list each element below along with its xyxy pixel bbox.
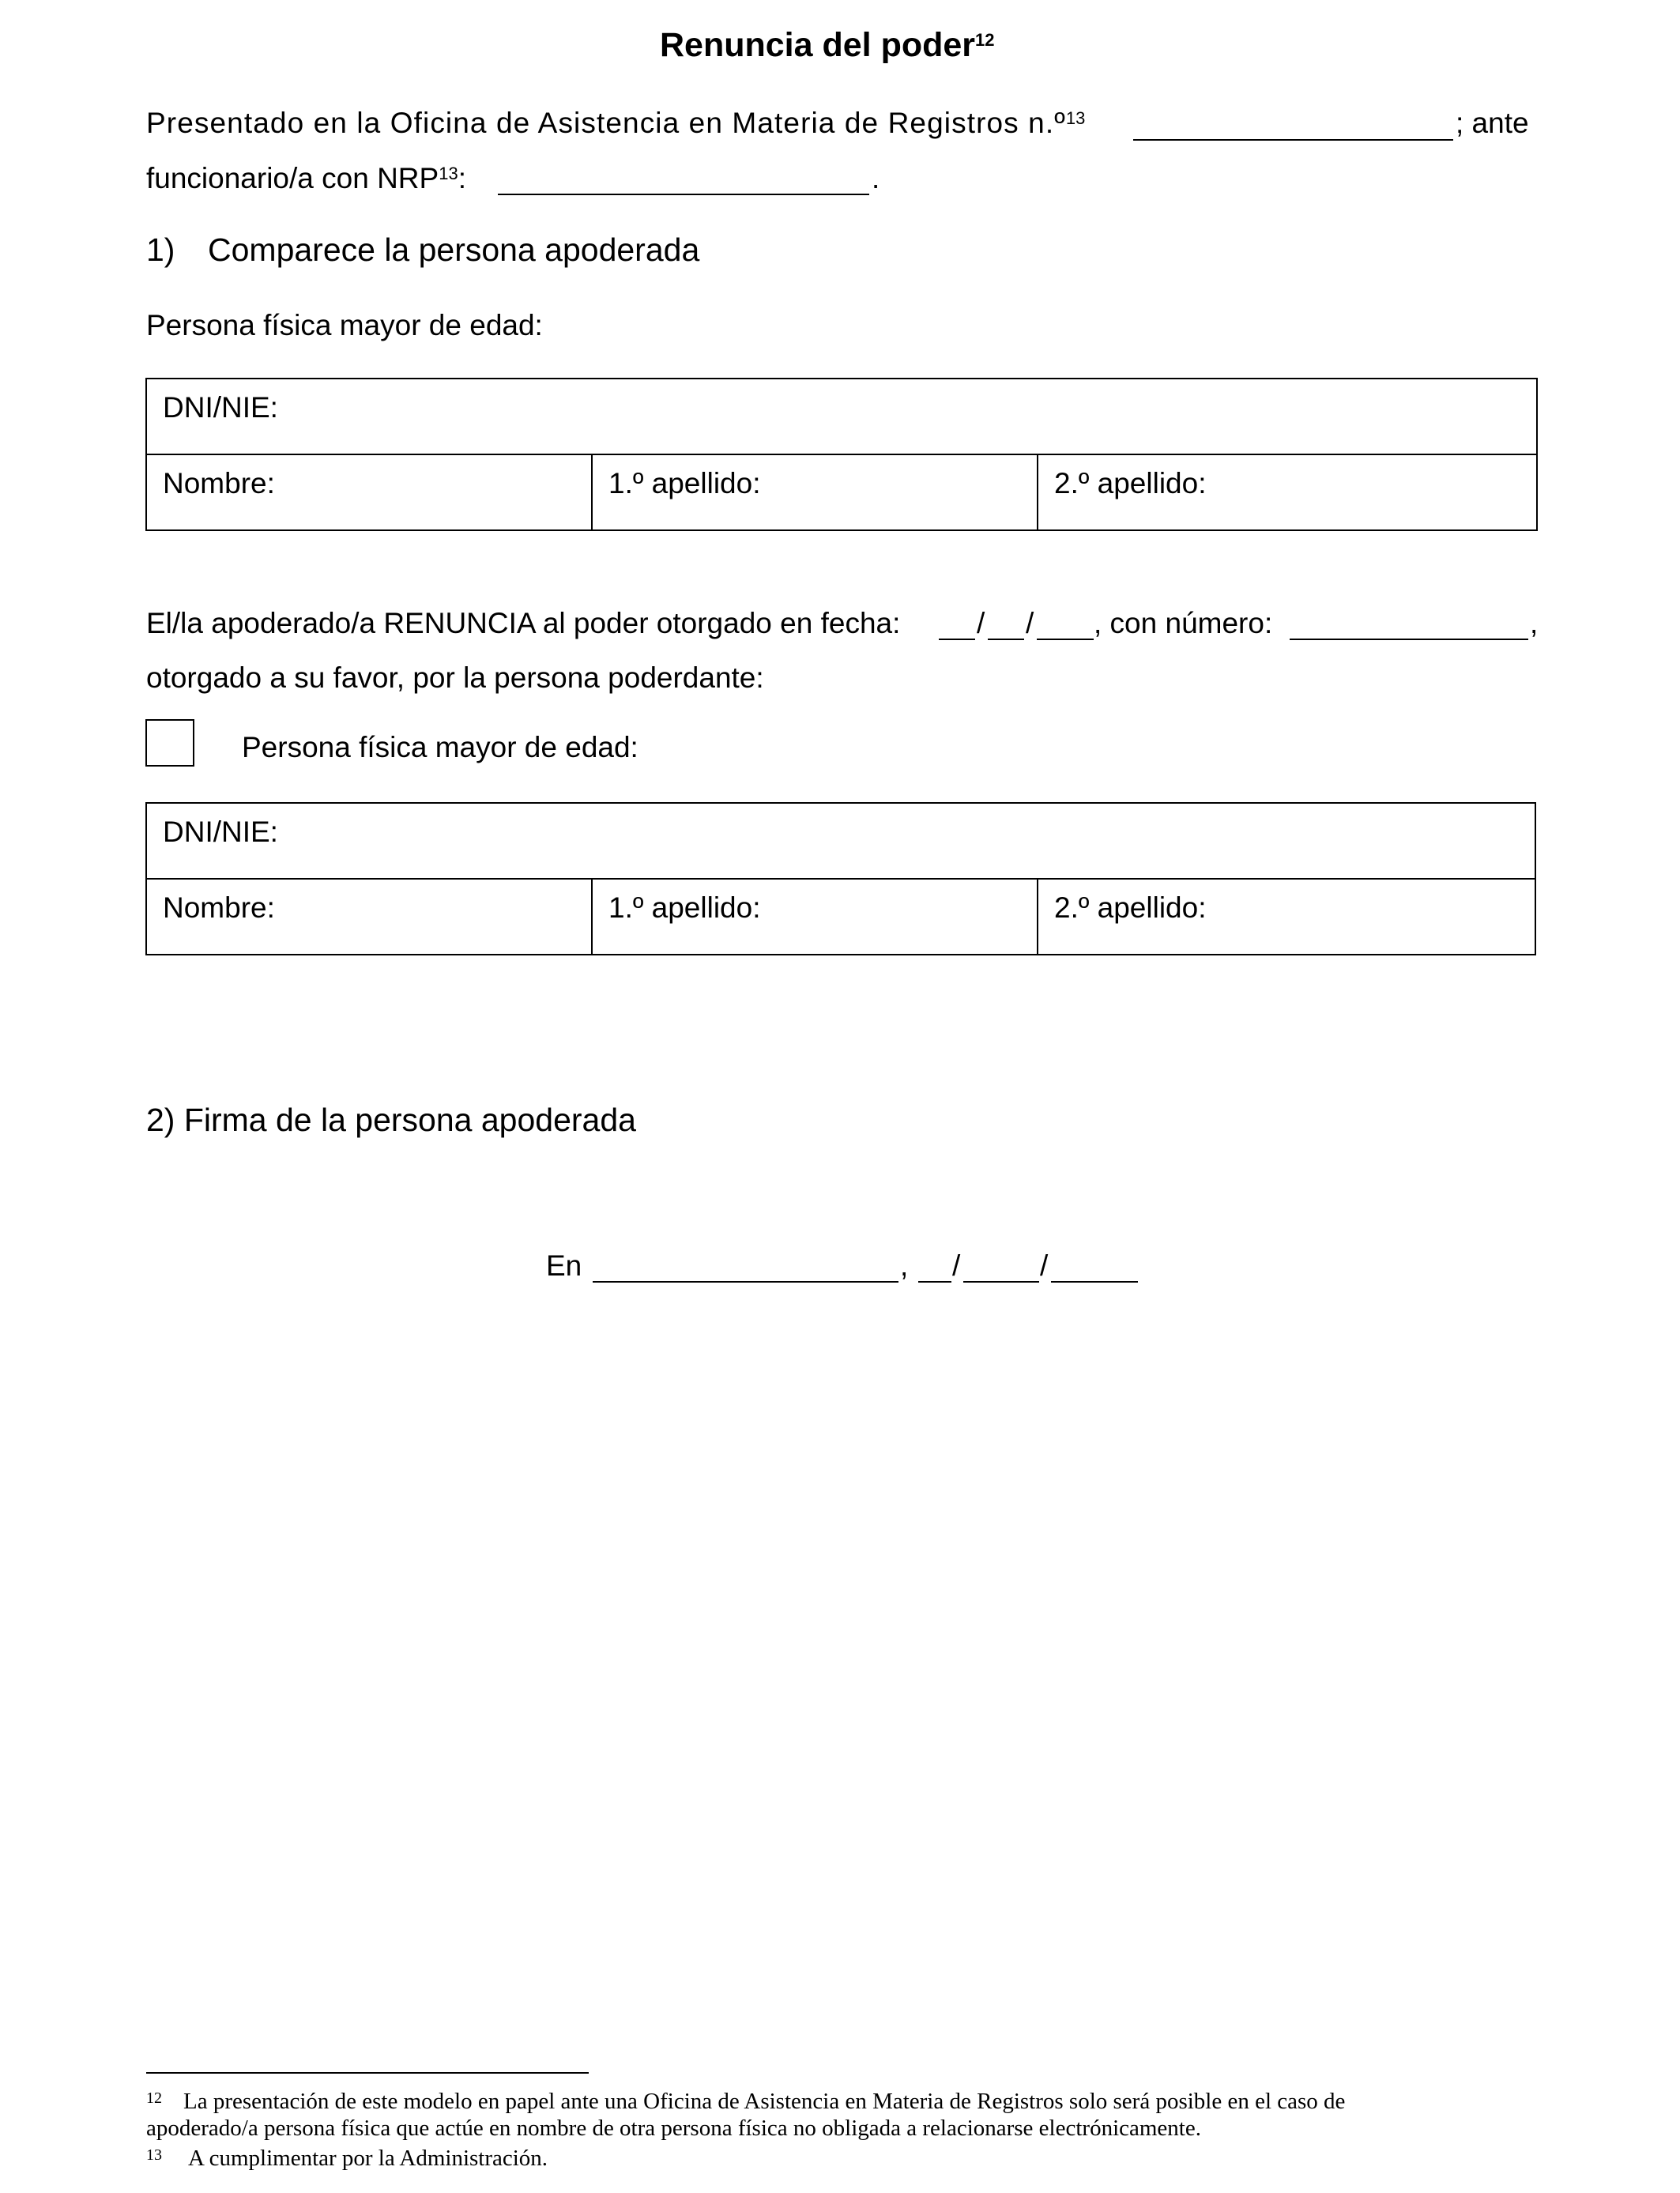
apellido1-label: 1.º apellido: <box>608 467 761 499</box>
office-number-field[interactable] <box>1133 115 1453 141</box>
person-label: Persona física mayor de edad: <box>146 309 543 341</box>
signature-place-field[interactable] <box>593 1257 898 1283</box>
dni-field[interactable] <box>146 379 1537 454</box>
representative-table <box>145 378 1538 531</box>
power-number-field[interactable] <box>1290 614 1528 640</box>
nrp-field[interactable] <box>498 169 869 195</box>
footnote-12-line-2: apoderado/a persona física que actúe en nombre de otra persona física no obligada a relacionarse electrónicamente. <box>146 2116 1201 2141</box>
apellido1-field[interactable] <box>592 454 1038 530</box>
dni-label: DNI/NIE: <box>163 816 278 848</box>
renuncia-comma: , <box>1530 607 1539 639</box>
page-title <box>660 24 995 66</box>
footnote-ref-13b: 13 <box>439 164 458 183</box>
presented-suffix: ; ante <box>1456 107 1529 139</box>
footnote-12-line-1: La presentación de este modelo en papel ante una Oficina de Asistencia en Materia de Registros solo será posible en el caso de <box>183 2089 1346 2114</box>
signature-slash-1: / <box>952 1249 961 1282</box>
nombre-field[interactable] <box>146 454 592 530</box>
grantor-table <box>145 802 1536 955</box>
signature-day-field[interactable] <box>918 1257 951 1283</box>
presented-text: Presentado en la Oficina de Asistencia en Materia de Registros n.º <box>146 107 1066 139</box>
date-slash-1: / <box>977 607 985 639</box>
footnote-separator <box>146 2072 589 2074</box>
date-slash-2: / <box>1026 607 1034 639</box>
signature-comma: , <box>900 1249 909 1282</box>
section-1-heading: Comparece la persona apoderada <box>208 232 700 268</box>
apellido2-field[interactable] <box>1038 879 1535 955</box>
renuncia-line-2: otorgado a su favor, por la persona poderdante: <box>146 661 764 694</box>
nombre-label: Nombre: <box>163 891 275 924</box>
footnote-12-mark: 12 <box>146 2089 162 2107</box>
signature-year-field[interactable] <box>1051 1257 1138 1283</box>
nrp-colon: : <box>458 162 466 194</box>
section-2-heading: 2) Firma de la persona apoderada <box>146 1102 636 1138</box>
apellido2-label: 2.º apellido: <box>1054 891 1207 924</box>
renuncia-text: El/la apoderado/a RENUNCIA al poder otorgado en fecha: <box>146 607 901 639</box>
page-title-text: Renuncia del poder <box>660 26 976 64</box>
footnote-ref-13: 13 <box>1065 108 1086 128</box>
nrp-period: . <box>872 162 880 194</box>
dni-label: DNI/NIE: <box>163 391 278 424</box>
date-day-field[interactable] <box>939 614 975 640</box>
date-year-field[interactable] <box>1037 614 1094 640</box>
signature-slash-2: / <box>1040 1249 1049 1282</box>
section-1-number: 1) <box>146 232 175 268</box>
apellido1-label: 1.º apellido: <box>608 891 761 924</box>
number-label: , con número: <box>1094 607 1273 639</box>
presented-line-2 <box>146 161 466 196</box>
footnote-13-mark: 13 <box>146 2146 162 2164</box>
apellido2-field[interactable] <box>1038 454 1537 530</box>
signature-en-label: En <box>546 1249 582 1282</box>
nrp-label: funcionario/a con NRP <box>146 162 439 194</box>
apellido1-field[interactable] <box>592 879 1038 955</box>
apellido2-label: 2.º apellido: <box>1054 467 1207 499</box>
dni-field[interactable] <box>146 803 1535 879</box>
natural-person-checkbox[interactable] <box>145 719 194 767</box>
footnote-ref-12: 12 <box>975 30 995 50</box>
date-month-field[interactable] <box>988 614 1024 640</box>
signature-month-field[interactable] <box>963 1257 1039 1283</box>
footnote-13-line-1: A cumplimentar por la Administración. <box>188 2146 548 2171</box>
nombre-field[interactable] <box>146 879 592 955</box>
nombre-label: Nombre: <box>163 467 275 499</box>
checkbox-label: Persona física mayor de edad: <box>242 731 638 763</box>
